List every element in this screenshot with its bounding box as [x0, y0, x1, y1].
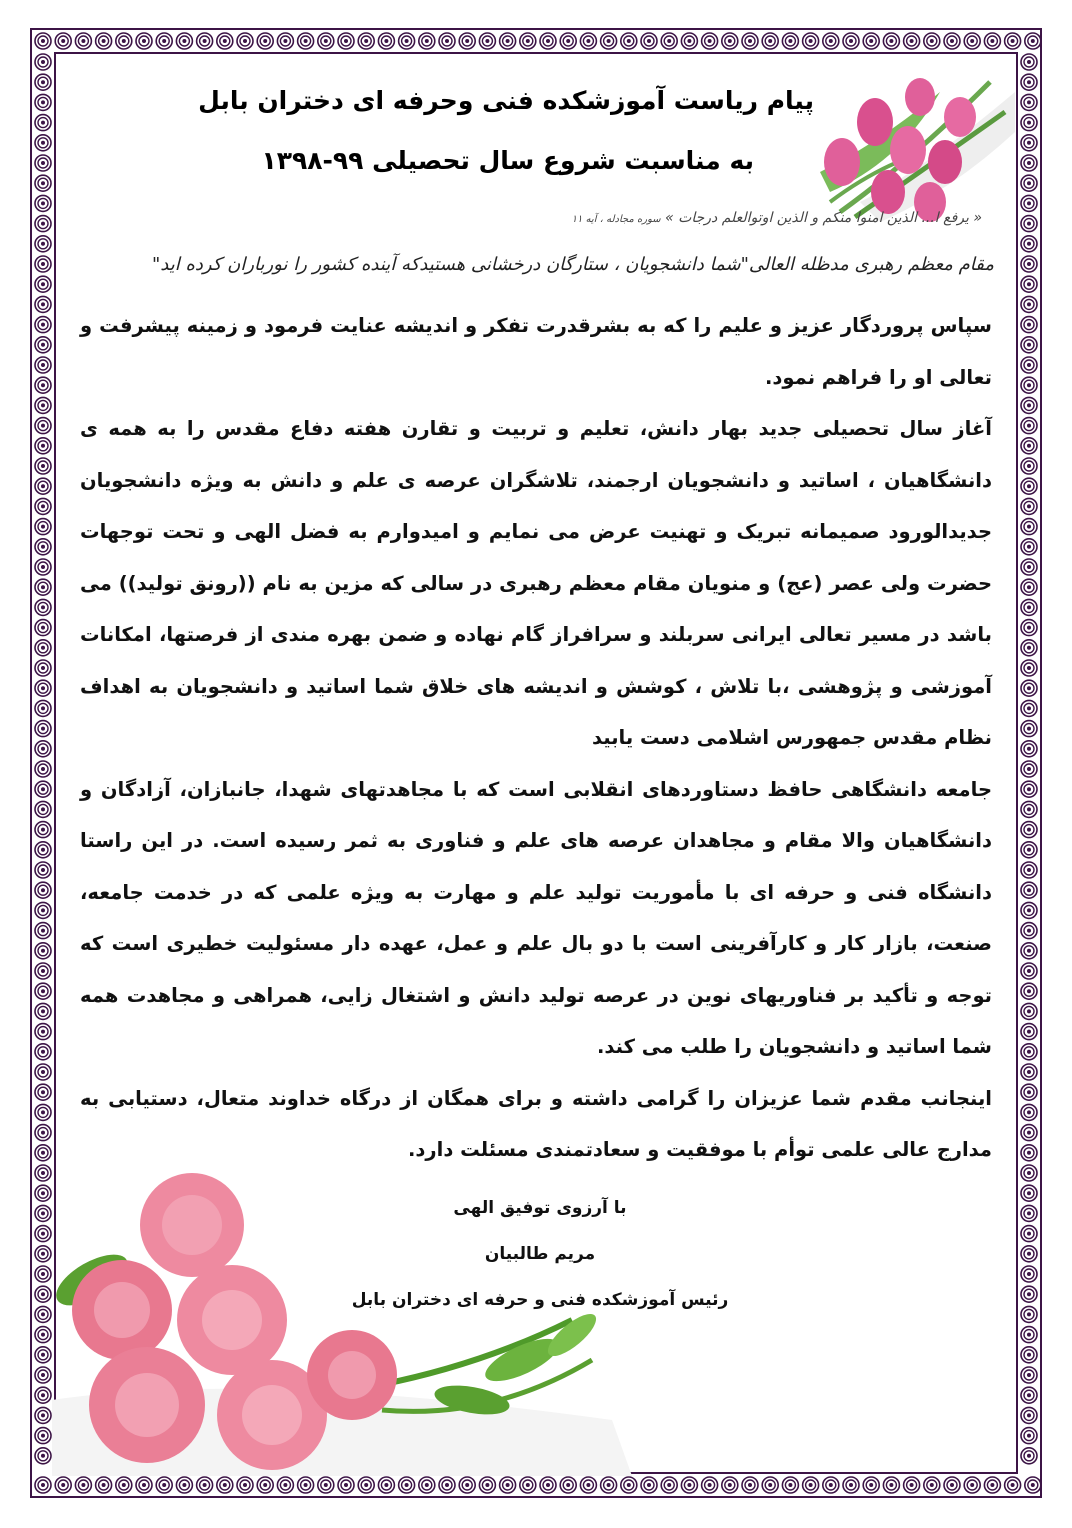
signature-closing: با آرزوی توفیق الهی	[453, 1198, 627, 1218]
quran-verse	[572, 210, 982, 226]
rose-bouquet-image	[52, 1170, 632, 1476]
verse-reference: سوره مجادله ، آیه ۱۱	[571, 214, 661, 225]
border-right-ornament	[1018, 52, 1040, 1474]
border-top-ornament	[32, 30, 1040, 52]
signature-position: رئیس آموزشکده فنی و حرفه ای دختران بابل	[351, 1290, 729, 1310]
signature-name: مریم طالبیان	[484, 1244, 596, 1264]
paragraph: اینجانب مقدم شما عزیزان را گرامی داشته و برای همگان از درگاه خداوند متعال، دستیابی به مدارج عالی علمی توأم با موفقیت و سعادتمندی مسئلت دارد.	[80, 1086, 992, 1161]
leader-quote: مقام معظم رهبری مدظله العالی"شما دانشجویان ، ستارگان درخشانی هستیدکه آینده کشور را نورباران کرده اید"	[151, 254, 994, 275]
border-bottom-ornament	[32, 1474, 1040, 1496]
verse-text: « یرفع ا... الذین امنوا منکم و الذین اوتوالعلم درجات »	[665, 210, 982, 226]
tulip-bouquet-image	[800, 52, 1020, 227]
paragraph: سپاس پروردگار عزیز و علیم را که به بشرقدرت تفکر و اندیشه عنایت فرمود و زمینه پیشرفت و تعالی او را فراهم نمود.	[80, 314, 992, 389]
paragraph: جامعه دانشگاهی حافظ دستاوردهای انقلابی است که با مجاهدتهای شهدا، جانبازان، آزادگان و دانشگاهیان والا مقام و مجاهدان عرصه های علم و فناوری به ثمر رسیده است. در این راستا دانشگاه فنی و حرفه ای با مأموریت تولید علم و مهارت به ویژه علمی که در خدمت جامعه، صنعت، بازار کار و کارآفرینی است با دو بال علم و عمل، عهده دار مسئولیت خطیری است که توجه و تأکید بر فناوریهای نوین در عرصه تولید دانش و اشتغال زایی، همراهی و مجاهدت همه شما اساتید و دانشجویان را طلب می کند.	[80, 777, 992, 1058]
border-left-ornament	[32, 52, 54, 1474]
paragraph: آغاز سال تحصیلی جدید بهار دانش، تعلیم و تربیت و تقارن هفته دفاع مقدس را به همه ی دانشگاهیان ، اساتید و دانشجویان ارجمند، تلاشگران عرصه ی علم و دانش به ویژه دانشجویان جدیدالورود صمیمانه تبریک و تهنیت عرض می نمایم و امیدوارم به فضل الهی و تحت توجهات حضرت ولی عصر (عج) و منویان مقام معظم رهبری در سالی که مزین به نام ((رونق تولید)) می باشد در مسیر تعالی ایرانی سربلند و سرافراز گام نهاده و ضمن بهره مندی از فرصتها، امکانات آموزشی و پژوهشی ،با تلاش ، کوشش و اندیشه های خلاق شما اساتید و دانشجویان به اهداف نظام مقدس جمهورس اشلامی دست یابید	[80, 417, 992, 749]
page-subtitle: به مناسبت شروع سال تحصیلی ۹۹-۱۳۹۸	[261, 146, 754, 175]
message-body	[80, 300, 992, 1176]
page-title: پیام ریاست آموزشکده فنی وحرفه ای دختران بابل	[198, 86, 814, 115]
